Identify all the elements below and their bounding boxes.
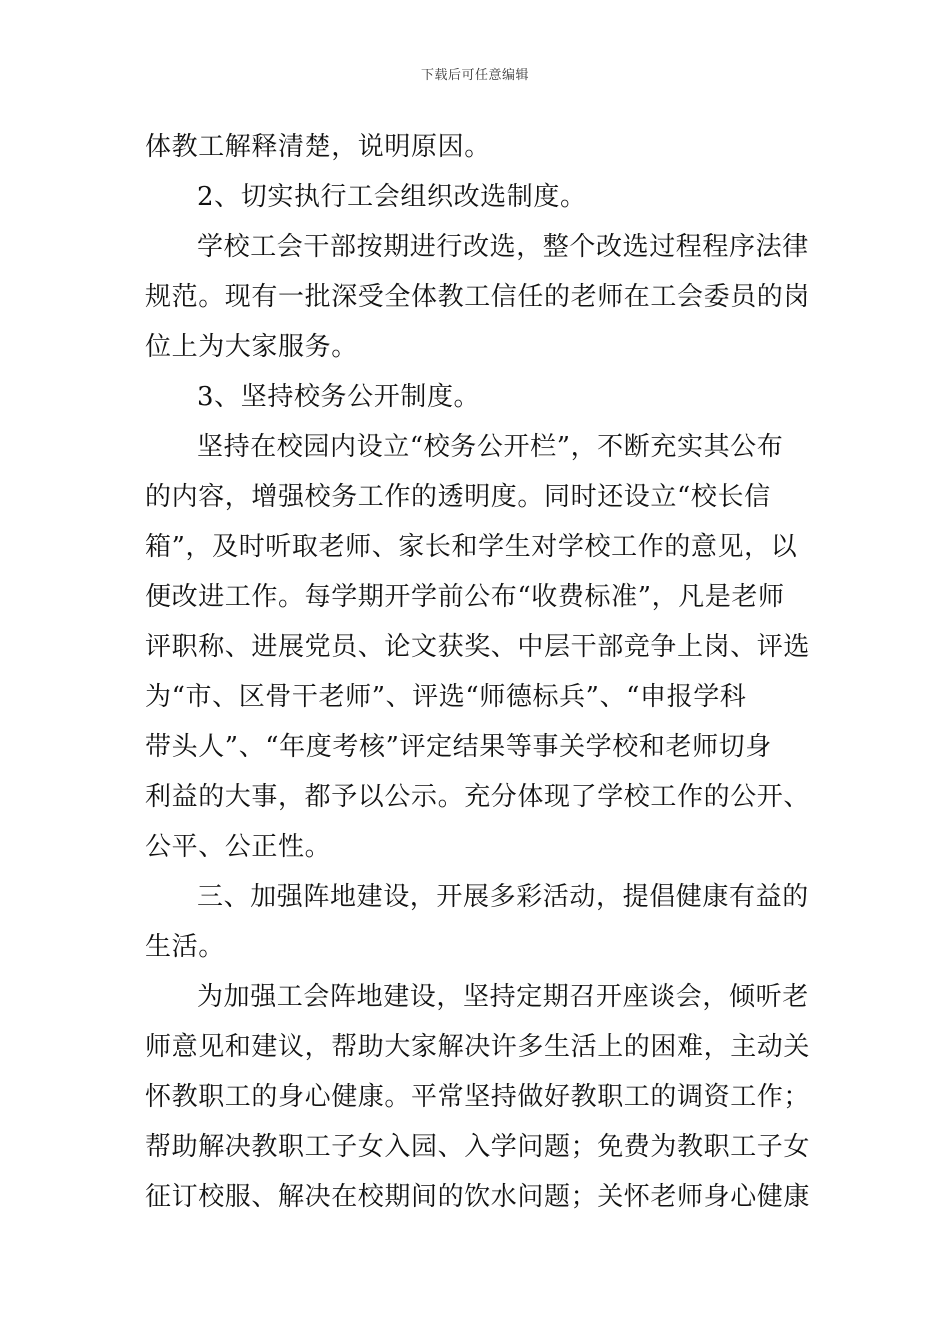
text-line: 生活。 bbox=[145, 932, 225, 962]
text-line: 的内容，增强校务工作的透明度。同时还设立“校长信 bbox=[145, 482, 771, 512]
text-line: 箱”，及时听取老师、家长和学生对学校工作的意见，以 bbox=[145, 532, 798, 562]
text-line: 2、切实执行工会组织改选制度。 bbox=[197, 182, 587, 212]
text-line: 3、坚持校务公开制度。 bbox=[197, 382, 481, 412]
text-line: 利益的大事，都予以公示。充分体现了学校工作的公开、 bbox=[145, 782, 811, 812]
text-line: 公平、公正性。 bbox=[145, 832, 332, 862]
text-line: 体教工解释清楚，说明原因。 bbox=[145, 132, 491, 162]
text-line: 坚持在校园内设立“校务公开栏”，不断充实其公布 bbox=[197, 432, 784, 462]
text-line: 评职称、进展党员、论文获奖、中层干部竞争上岗、评选 bbox=[145, 632, 811, 662]
text-line: 帮助解决教职工子女入园、入学问题；免费为教职工子女 bbox=[145, 1132, 811, 1162]
text-line: 为加强工会阵地建设，坚持定期召开座谈会，倾听老 bbox=[197, 982, 809, 1012]
text-line: 怀教职工的身心健康。平常坚持做好教职工的调资工作； bbox=[145, 1082, 811, 1112]
text-line: 带头人”、“年度考核”评定结果等事关学校和老师切身 bbox=[145, 732, 772, 762]
text-line: 为“市、区骨干老师”、评选“师德标兵”、“申报学科 bbox=[145, 682, 747, 712]
text-line: 位上为大家服务。 bbox=[145, 332, 358, 362]
document-body bbox=[145, 122, 810, 1222]
page-header: 下载后可任意编辑 bbox=[420, 68, 529, 83]
text-line: 学校工会干部按期进行改选，整个改选过程程序法律 bbox=[197, 232, 809, 262]
text-line: 规范。现有一批深受全体教工信任的老师在工会委员的岗 bbox=[145, 282, 811, 312]
text-line: 三、加强阵地建设，开展多彩活动，提倡健康有益的 bbox=[197, 882, 809, 912]
text-line: 师意见和建议，帮助大家解决许多生活上的困难，主动关 bbox=[145, 1032, 811, 1062]
text-line: 便改进工作。每学期开学前公布“收费标准”，凡是老师 bbox=[145, 582, 785, 612]
text-line: 征订校服、解决在校期间的饮水问题；关怀老师身心健康 bbox=[145, 1182, 811, 1212]
